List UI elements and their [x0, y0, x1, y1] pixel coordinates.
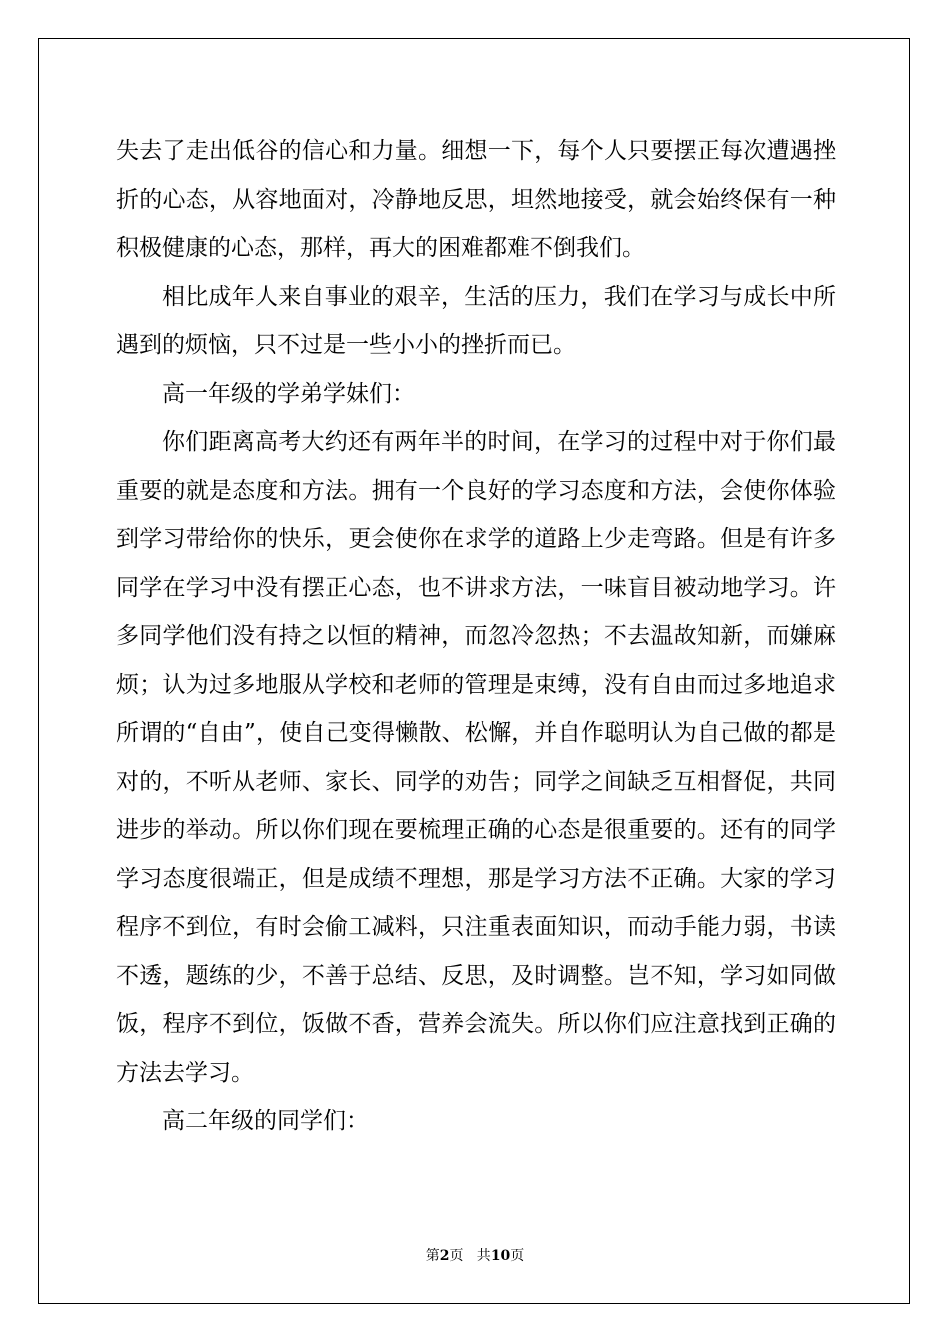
total-page-count: 10 — [490, 1248, 511, 1264]
text-line: 最重要的就是态度和方法。拥有一个良好的学习态度和方法，会使你 — [116, 429, 836, 504]
paragraph — [116, 127, 836, 273]
text-line: 知识，而动手能力弱，书读不透，题练的少，不善于总结、反思，及 — [116, 914, 837, 989]
text-line: 时调整。岂不知，学习如同做饭，程序不到位，饭做不香，营养会流 — [116, 962, 837, 1037]
text-line: 一种积极健康的心态，那样，再大的困难都难不倒我们。 — [116, 186, 837, 261]
footer-suffix: 页 — [510, 1248, 525, 1264]
text-line: 所遇到的烦恼，只不过是一些小小的挫折而已。 — [116, 283, 836, 358]
text-line: 高一年级的学弟学妹们： — [162, 380, 415, 407]
text-line: 失去了走出低谷的信心和力量。细想一下，每个人只要摆正每次遭遇 — [116, 138, 813, 164]
text-line: 失。所以你们应注意找到正确的方法去学习。 — [116, 1011, 837, 1086]
text-line: 方法不正确。大家的学习程序不到位，有时会偷工减料，只注重表面 — [116, 865, 837, 940]
paragraph — [116, 370, 836, 419]
paragraph — [116, 273, 836, 370]
text-line: 很重要的。还有的同学学习态度很端正，但是成绩不理想，那是学习 — [116, 817, 837, 892]
text-line: 缺乏互相督促，共同进步的举动。所以你们现在要梳理正确的心态是 — [116, 768, 837, 843]
footer-middle: 页 共 — [449, 1248, 491, 1264]
current-page-number: 2 — [439, 1248, 450, 1264]
text-line: 认为自己做的都是对的，不听从老师、家长、同学的劝告；同学之间 — [116, 720, 836, 795]
document-body — [116, 127, 836, 1146]
text-line: 学习。许多同学他们没有持之以恒的精神，而忽冷忽热；不去温故知 — [116, 574, 837, 649]
paragraph — [116, 418, 836, 1097]
text-line: 你们距离高考大约还有两年半的时间，在学习的过程中对于你们 — [162, 429, 813, 455]
text-line: 而过多地追求所谓的“自由”，使自己变得懒散、松懈，并自作聪明 — [116, 671, 837, 746]
text-line: 挫折的心态，从容地面对，冷静地反思，坦然地接受，就会始终保有 — [116, 138, 836, 213]
page-footer — [0, 1245, 950, 1265]
text-line: 高二年级的同学们： — [162, 1108, 369, 1134]
text-line: 相比成年人来自事业的艰辛，生活的压力，我们在学习与成长中 — [162, 283, 813, 310]
text-line: 体验到学习带给你的快乐，更会使你在求学的道路上少走弯路。但是 — [116, 477, 837, 552]
paragraph — [116, 1097, 836, 1146]
footer-prefix: 第 — [425, 1248, 440, 1264]
text-line: 有许多同学在学习中没有摆正心态，也不讲求方法，一味盲目被动地 — [116, 526, 837, 601]
text-line: 新，而嫌麻烦；认为过多地服从学校和老师的管理是束缚，没有自由 — [116, 623, 837, 698]
